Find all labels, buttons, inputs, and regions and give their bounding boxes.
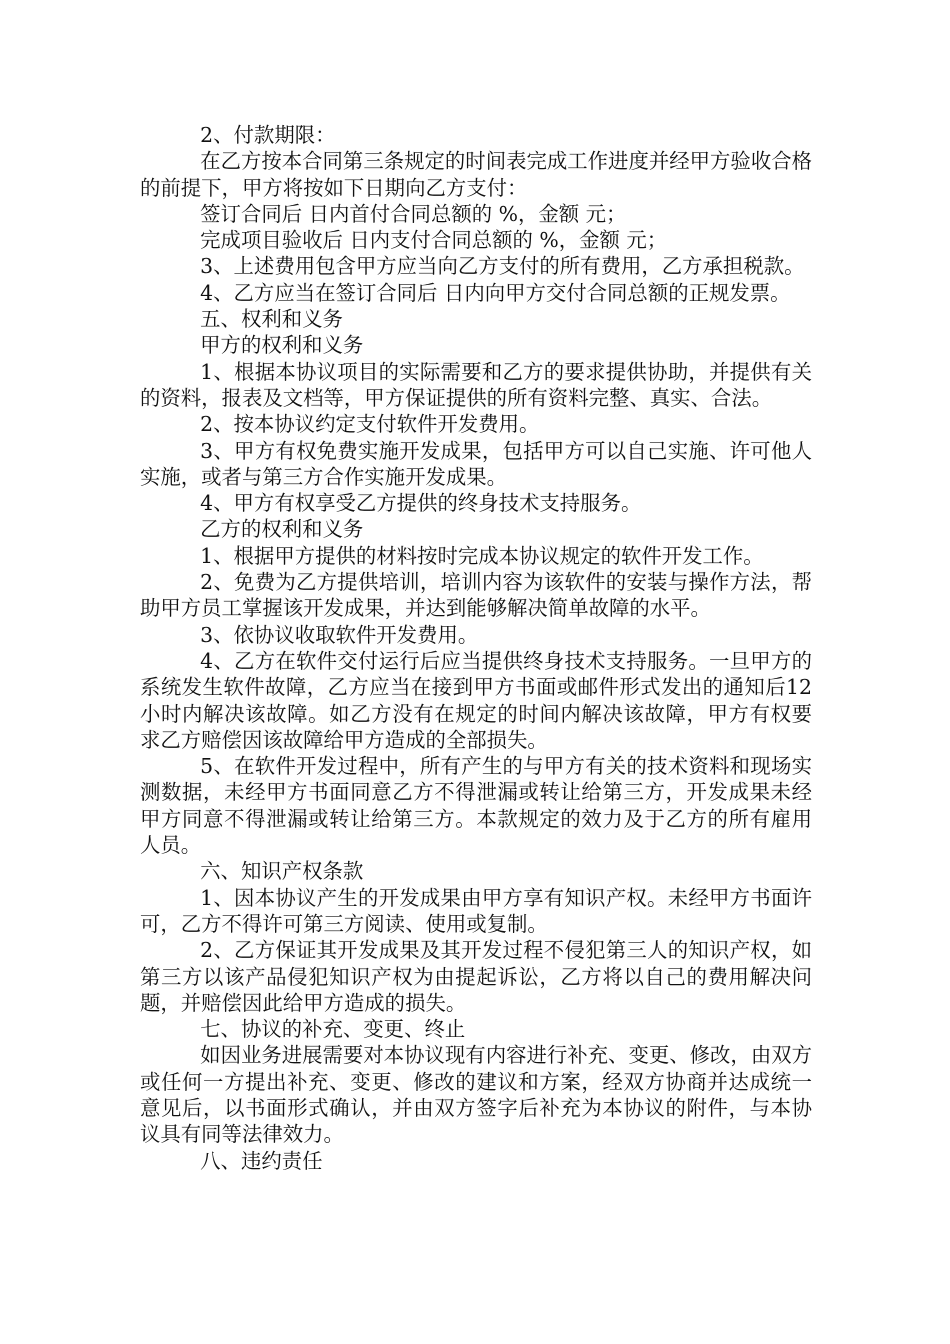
paragraph-payment-term: 2、付款期限： [200,123,336,147]
paragraph-ip-2: 2、乙方保证其开发成果及其开发过程不侵犯第三人的知识产权，如第三方以该产品侵犯知识产权为由提起诉讼，乙方将以自己的费用解决问题，并赔偿因此给甲方造成的损失。 [140,938,812,1015]
paragraph-fees-include: 3、上述费用包含甲方应当向乙方支付的所有费用，乙方承担税款。 [200,254,805,279]
subheading-party-a: 甲方的权利和义务 [200,333,364,358]
section-heading-ip: 六、知识产权条款 [200,859,364,884]
paragraph-b-2: 2、免费为乙方提供培训，培训内容为该软件的安装与操作方法，帮助甲方员工掌握该开发成果，并达到能够解决简单故障的水平。 [140,570,812,621]
paragraph-a-3: 3、甲方有权免费实施开发成果，包括甲方可以自己实施、许可他人实施，或者与第三方合作实施开发成果。 [140,438,812,489]
subheading-party-b: 乙方的权利和义务 [200,517,364,542]
paragraph-a-2: 2、按本协议约定支付软件开发费用。 [200,412,540,437]
paragraph-b-1: 1、根据甲方提供的材料按时完成本协议规定的软件开发工作。 [200,543,764,568]
paragraph-first-payment: 签订合同后 日内首付合同总额的 %，金额 元； [200,201,627,226]
paragraph-a-4: 4、甲方有权享受乙方提供的终身技术支持服务。 [200,491,642,516]
section-heading-liability: 八、违约责任 [200,1148,323,1173]
section-heading-amendment: 七、协议的补充、变更、终止 [200,1017,466,1042]
paragraph-b-5: 5、在软件开发过程中，所有产生的与甲方有关的技术资料和现场实测数据，未经甲方书面同意乙方不得泄漏或转让给第三方，开发成果未经甲方同意不得泄漏或转让给第三方。本款规定的效力及于乙方的所有雇用人员。 [140,754,812,858]
paragraph-invoice: 4、乙方应当在签订合同后 日内向甲方交付合同总额的正规发票。 [200,280,791,305]
paragraph-b-4: 4、乙方在软件交付运行后应当提供终身技术支持服务。一旦甲方的系统发生软件故障，乙方应当在接到甲方书面或邮件形式发出的通知后12小时内解决该故障。如乙方没有在规定的时间内解决该故障，甲方有权要求乙方赔偿因该故障给甲方造成的全部损失。 [140,648,812,752]
paragraph-ip-1: 1、因本协议产生的开发成果由甲方享有知识产权。未经甲方书面许可，乙方不得许可第三方阅读、使用或复制。 [140,885,812,936]
paragraph-amendment: 如因业务进展需要对本协议现有内容进行补充、变更、修改，由双方或任何一方提出补充、变更、修改的建议和方案，经双方协商并达成统一意见后，以书面形式确认，并由双方签字后补充为本协议的附件，与本协议具有同等法律效力。 [140,1043,812,1147]
section-heading-rights: 五、权利和义务 [200,307,343,332]
paragraph-final-payment: 完成项目验收后 日内支付合同总额的 %，金额 元； [200,228,668,253]
paragraph-payment-condition: 在乙方按本合同第三条规定的时间表完成工作进度并经甲方验收合格的前提下，甲方将按如下日期向乙方支付： [140,149,812,200]
paragraph-a-1: 1、根据本协议项目的实际需要和乙方的要求提供协助，并提供有关的资料，报表及文档等，甲方保证提供的所有资料完整、真实、合法。 [140,359,812,410]
paragraph-b-3: 3、依协议收取软件开发费用。 [200,622,479,647]
document-body [140,122,812,1174]
